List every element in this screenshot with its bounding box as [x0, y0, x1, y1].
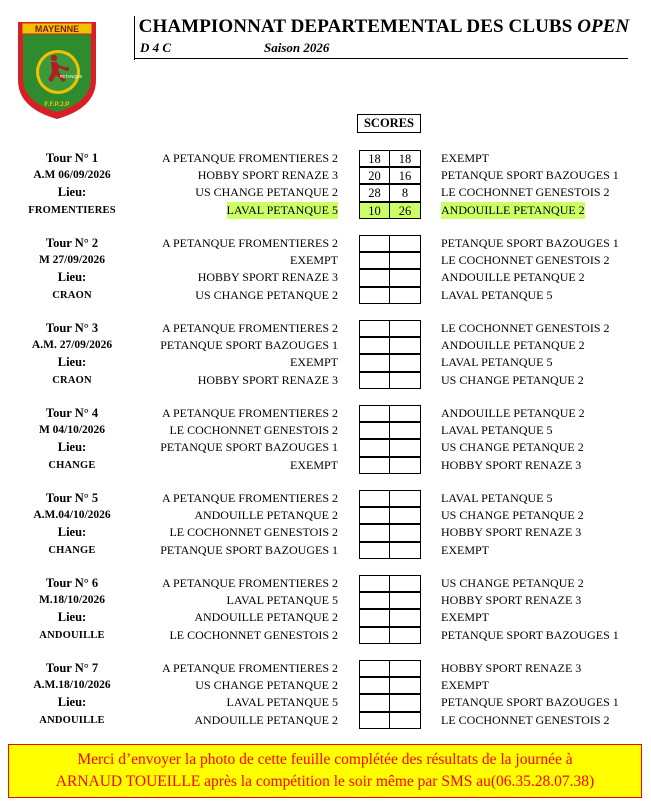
logo-top-text: MAYENNE [34, 24, 80, 34]
season-label: Saison 2026 [264, 40, 330, 55]
score-away-cell[interactable] [390, 609, 421, 626]
score-home-cell[interactable] [359, 694, 390, 711]
score-home-cell[interactable]: 10 [359, 202, 390, 219]
round-location: ANDOUILLE [39, 714, 105, 726]
score-away-cell[interactable] [390, 287, 421, 304]
division-code: D 4 C [140, 40, 172, 55]
score-away-cell[interactable] [390, 712, 421, 729]
round-date: M.18/10/2026 [38, 594, 106, 607]
score-away-cell[interactable] [390, 660, 421, 677]
round-title: Tour N° 7 [45, 661, 99, 675]
round-lieu-label: Lieu: [57, 270, 87, 285]
match-row [0, 320, 651, 337]
score-home-cell[interactable] [359, 677, 390, 694]
score-away-cell[interactable] [390, 677, 421, 694]
away-team: LAVAL PETANQUE 5 [441, 287, 553, 302]
match-row [0, 524, 651, 541]
header-subline [134, 40, 628, 59]
home-team: PETANQUE SPORT BAZOUGES 1 [160, 338, 338, 353]
round-title: Tour N° 6 [45, 576, 99, 590]
match-row [0, 439, 651, 456]
home-team: LAVAL PETANQUE 5 [226, 695, 338, 710]
page-title [134, 16, 634, 38]
home-team: HOBBY SPORT RENAZE 3 [197, 372, 338, 387]
round-title: Tour N° 1 [45, 151, 99, 165]
round-title: Tour N° 3 [45, 321, 99, 335]
footer-line-1: Merci d’envoyer la photo de cette feuille complétée des résultats de la journée à [77, 751, 573, 768]
score-away-cell[interactable] [390, 269, 421, 286]
away-team: US CHANGE PETANQUE 2 [441, 440, 584, 455]
round-lieu-label: Lieu: [57, 440, 87, 455]
score-away-cell[interactable]: 26 [390, 202, 421, 219]
match-row [0, 184, 651, 201]
header [134, 16, 634, 59]
away-team: PETANQUE SPORT BAZOUGES 1 [441, 168, 619, 183]
round-title: Tour N° 5 [45, 491, 99, 505]
score-home-cell[interactable] [359, 542, 390, 559]
round-lieu-label: Lieu: [57, 610, 87, 625]
home-team: ANDOUILLE PETANQUE 2 [194, 508, 338, 523]
away-team: HOBBY SPORT RENAZE 3 [441, 593, 582, 608]
round-location: CHANGE [48, 459, 96, 471]
score-home-cell[interactable]: 20 [359, 167, 390, 184]
round-date: M 27/09/2026 [38, 254, 106, 267]
home-team: A PETANQUE FROMENTIERES 2 [161, 406, 338, 420]
score-home-cell[interactable] [359, 609, 390, 626]
round-date: A.M.18/10/2026 [33, 679, 111, 692]
match-row [0, 609, 651, 626]
scores-header: SCORES [357, 114, 421, 133]
match-row [0, 287, 651, 304]
score-away-cell[interactable] [390, 694, 421, 711]
round-date: A.M. 27/09/2026 [31, 339, 113, 352]
match-row [0, 660, 651, 677]
match-row [0, 627, 651, 644]
home-team: ANDOUILLE PETANQUE 2 [194, 712, 338, 727]
away-team: ANDOUILLE PETANQUE 2 [441, 338, 585, 353]
match-row [0, 252, 651, 269]
logo-bottom-text: F.F.P.J.P [44, 101, 70, 108]
away-team: EXEMPT [441, 151, 489, 165]
match-row [0, 372, 651, 389]
score-home-cell[interactable] [359, 660, 390, 677]
home-team: A PETANQUE FROMENTIERES 2 [161, 491, 338, 505]
round-location: FROMENTIERES [28, 204, 116, 216]
score-home-cell[interactable] [359, 269, 390, 286]
match-row [0, 575, 651, 592]
round-block [0, 660, 651, 732]
score-away-cell[interactable] [390, 337, 421, 354]
score-away-cell[interactable] [390, 490, 421, 507]
score-home-cell[interactable] [359, 490, 390, 507]
score-away-cell[interactable] [390, 592, 421, 609]
away-team: LE COCHONNET GENESTOIS 2 [441, 321, 610, 335]
score-away-cell[interactable] [390, 542, 421, 559]
score-home-cell[interactable] [359, 422, 390, 439]
match-row [0, 677, 651, 694]
home-team: LE COCHONNET GENESTOIS 2 [169, 423, 338, 438]
away-team: US CHANGE PETANQUE 2 [441, 372, 584, 387]
home-team: LE COCHONNET GENESTOIS 2 [169, 525, 338, 540]
score-away-cell[interactable] [390, 457, 421, 474]
match-row [0, 405, 651, 422]
score-home-cell[interactable] [359, 507, 390, 524]
home-team: EXEMPT [290, 355, 338, 370]
score-away-cell[interactable] [390, 507, 421, 524]
home-team: A PETANQUE FROMENTIERES 2 [161, 321, 338, 335]
score-home-cell[interactable] [359, 320, 390, 337]
away-team: HOBBY SPORT RENAZE 3 [441, 457, 582, 472]
home-team: LAVAL PETANQUE 5 [227, 202, 339, 219]
score-away-cell[interactable]: 16 [390, 167, 421, 184]
mayenne-logo [16, 20, 98, 120]
match-row [0, 422, 651, 439]
round-lieu-label: Lieu: [57, 525, 87, 540]
score-away-cell[interactable] [390, 320, 421, 337]
home-team: A PETANQUE FROMENTIERES 2 [161, 661, 338, 675]
score-home-cell[interactable] [359, 457, 390, 474]
match-row [0, 712, 651, 729]
away-team: LE COCHONNET GENESTOIS 2 [441, 185, 610, 200]
score-home-cell[interactable] [359, 354, 390, 371]
away-team: HOBBY SPORT RENAZE 3 [441, 525, 582, 540]
away-team: PETANQUE SPORT BAZOUGES 1 [441, 627, 619, 642]
home-team: PETANQUE SPORT BAZOUGES 1 [160, 440, 338, 455]
score-away-cell[interactable] [390, 422, 421, 439]
away-team: EXEMPT [441, 610, 489, 625]
footer-line-2: ARNAUD TOUEILLE après la compétition le soir même par SMS au(06.35.28.07.38) [55, 773, 595, 790]
logo-center-text: PETANQUE [59, 74, 83, 79]
home-team: EXEMPT [290, 457, 338, 472]
round-block [0, 150, 651, 222]
round-block [0, 320, 651, 392]
match-row [0, 592, 651, 609]
match-row [0, 354, 651, 371]
score-home-cell[interactable] [359, 372, 390, 389]
home-team: US CHANGE PETANQUE 2 [195, 185, 338, 200]
away-team: LAVAL PETANQUE 5 [441, 423, 553, 438]
away-team: US CHANGE PETANQUE 2 [441, 576, 584, 590]
home-team: A PETANQUE FROMENTIERES 2 [161, 151, 338, 165]
away-team: PETANQUE SPORT BAZOUGES 1 [441, 695, 619, 710]
home-team: LE COCHONNET GENESTOIS 2 [169, 627, 338, 642]
score-home-cell[interactable] [359, 235, 390, 252]
score-away-cell[interactable] [390, 354, 421, 371]
match-row [0, 490, 651, 507]
home-team: ANDOUILLE PETANQUE 2 [194, 610, 338, 625]
score-home-cell[interactable] [359, 592, 390, 609]
match-row [0, 202, 651, 219]
title-open: OPEN [577, 16, 630, 37]
round-block [0, 575, 651, 647]
score-home-cell[interactable] [359, 627, 390, 644]
round-location: CRAON [52, 374, 92, 386]
score-home-cell[interactable] [359, 524, 390, 541]
score-away-cell[interactable] [390, 235, 421, 252]
home-team: HOBBY SPORT RENAZE 3 [197, 168, 338, 183]
score-away-cell[interactable] [390, 405, 421, 422]
home-team: HOBBY SPORT RENAZE 3 [197, 270, 338, 285]
score-away-cell[interactable]: 8 [390, 184, 421, 201]
score-away-cell[interactable] [390, 252, 421, 269]
round-lieu-label: Lieu: [57, 695, 87, 710]
round-date: M 04/10/2026 [38, 424, 106, 437]
round-block [0, 405, 651, 477]
score-home-cell[interactable] [359, 575, 390, 592]
round-date: A.M 06/09/2026 [33, 169, 111, 182]
match-row [0, 337, 651, 354]
match-row [0, 167, 651, 184]
round-title: Tour N° 4 [45, 406, 99, 420]
home-team: US CHANGE PETANQUE 2 [195, 287, 338, 302]
away-team: ANDOUILLE PETANQUE 2 [441, 270, 585, 285]
score-home-cell[interactable] [359, 405, 390, 422]
match-row [0, 150, 651, 167]
home-team: LAVAL PETANQUE 5 [226, 593, 338, 608]
match-row [0, 542, 651, 559]
home-team: A PETANQUE FROMENTIERES 2 [161, 576, 338, 590]
round-lieu-label: Lieu: [57, 355, 87, 370]
score-home-cell[interactable] [359, 712, 390, 729]
away-team: LE COCHONNET GENESTOIS 2 [441, 712, 610, 727]
score-away-cell[interactable] [390, 439, 421, 456]
footer-notice [8, 744, 642, 798]
round-lieu-label: Lieu: [57, 185, 87, 200]
home-team: EXEMPT [290, 253, 338, 268]
score-home-cell[interactable]: 28 [359, 184, 390, 201]
round-location: ANDOUILLE [39, 629, 105, 641]
score-home-cell[interactable] [359, 252, 390, 269]
round-location: CRAON [52, 289, 92, 301]
home-team: A PETANQUE FROMENTIERES 2 [161, 236, 338, 250]
match-row [0, 507, 651, 524]
match-row [0, 269, 651, 286]
match-row [0, 457, 651, 474]
match-row [0, 694, 651, 711]
home-team: US CHANGE PETANQUE 2 [195, 678, 338, 693]
score-away-cell[interactable]: 18 [390, 150, 421, 167]
score-away-cell[interactable] [390, 372, 421, 389]
score-home-cell[interactable] [359, 439, 390, 456]
away-team: LE COCHONNET GENESTOIS 2 [441, 253, 610, 268]
round-title: Tour N° 2 [45, 236, 99, 250]
score-away-cell[interactable] [390, 627, 421, 644]
round-location: CHANGE [48, 544, 96, 556]
away-team: ANDOUILLE PETANQUE 2 [441, 406, 585, 420]
score-home-cell[interactable] [359, 337, 390, 354]
title-main: CHAMPIONNAT DEPARTEMENTAL DES CLUBS [138, 16, 573, 37]
away-team: EXEMPT [441, 542, 489, 557]
away-team: EXEMPT [441, 678, 489, 693]
away-team: HOBBY SPORT RENAZE 3 [441, 661, 582, 675]
score-home-cell[interactable]: 18 [359, 150, 390, 167]
away-team: LAVAL PETANQUE 5 [441, 491, 553, 505]
match-row [0, 235, 651, 252]
away-team: US CHANGE PETANQUE 2 [441, 508, 584, 523]
away-team: LAVAL PETANQUE 5 [441, 355, 553, 370]
score-away-cell[interactable] [390, 524, 421, 541]
round-date: A.M.04/10/2026 [33, 509, 111, 522]
round-block [0, 235, 651, 307]
score-home-cell[interactable] [359, 287, 390, 304]
round-block [0, 490, 651, 562]
home-team: PETANQUE SPORT BAZOUGES 1 [160, 542, 338, 557]
away-team: ANDOUILLE PETANQUE 2 [441, 202, 585, 219]
score-away-cell[interactable] [390, 575, 421, 592]
away-team: PETANQUE SPORT BAZOUGES 1 [441, 236, 619, 250]
